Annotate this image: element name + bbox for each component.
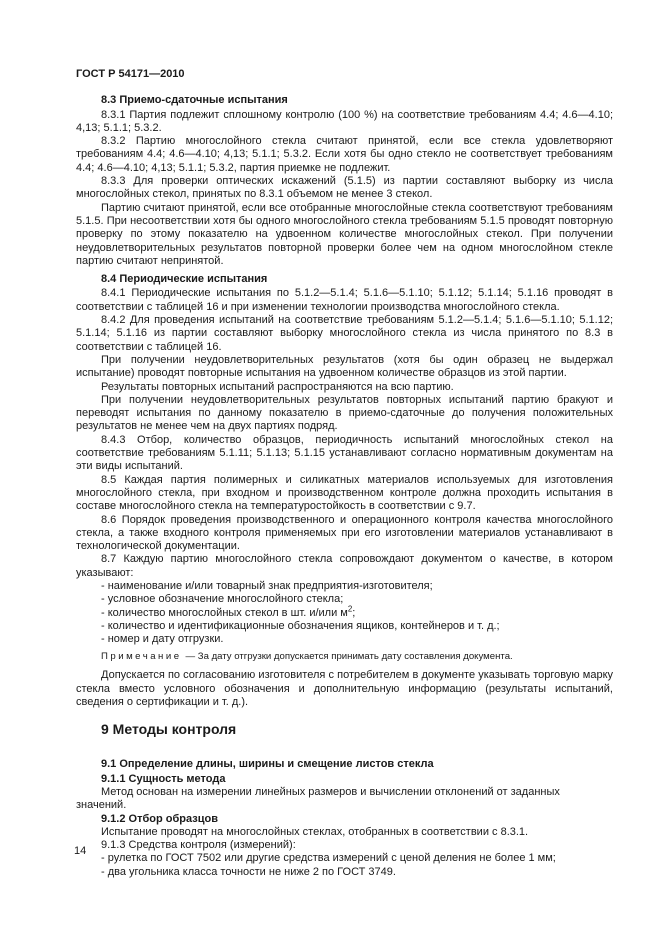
note — [76, 651, 613, 663]
quality-doc-item: - количество и идентификационные обозначения ящиков, контейнеров и т. д.; — [101, 619, 500, 632]
para-8-3-3: 8.3.3 Для проверки оптических искажений (5.1.5) из партии составляют выборку из числа многослойных стекол, принятых по 8.3.1 объемом не менее 3 стекол. — [76, 175, 613, 201]
section-8-4-heading: 8.4 Периодические испытания — [101, 273, 268, 286]
para-8-3-2: 8.3.2 Партию многослойного стекла считают принятой, если все стекла удовлетворяют требованиям 4.4; 4.6—4.10; 4,13; 5.1.1; 5.3.2. Если хотя бы одно стекло не соответствует требованиям 4.4; 4.6—4.10; 4,13; 5.1.1; 5.3.2, партия приемке не подлежит. — [76, 135, 613, 174]
item-text-tail: ; — [352, 606, 356, 619]
item-text: - количество многослойных стекол в шт. и/или м — [101, 606, 348, 619]
quality-doc-item: - условное обозначение многослойного стекла; — [101, 593, 344, 606]
note-text: — За дату отгрузки допускается принимать дату составления документа. — [185, 651, 513, 663]
para-9-1-1: Метод основан на измерении линейных размеров и вычислении отклонений от заданных значений. — [76, 785, 560, 812]
para-8-4-2: 8.4.2 Для проведения испытаний на соответствие требованиям 5.1.2—5.1.4; 5.1.6—5.1.10; 5.1.12; 5.1.14; 5.1.16 из партии составляют выборку многослойного стекла из числа принятого по 8.3 в соответствии с таблицей 16. — [76, 314, 613, 353]
para-9-1-3: 9.1.3 Средства контроля (измерений): — [101, 839, 296, 852]
para-8-4-3: 8.4.3 Отбор, количество образцов, периодичность испытаний многослойных стекол на соответствие требованиям 5.1.11; 5.1.13; 5.1.15 устанавливают согласно нормативным документам на эти виды испытаний. — [76, 433, 613, 473]
para-9-1-2: Испытание проводят на многослойных стеклах, отобранных в соответствии с 8.3.1. — [101, 825, 529, 838]
note-label: Примечание — [101, 651, 182, 663]
section-8-3-heading: 8.3 Приемо-сдаточные испытания — [101, 94, 288, 107]
section-9-1-1-heading: 9.1.1 Сущность метода — [101, 772, 226, 785]
superscript-2: 2 — [347, 603, 353, 613]
page-number: 14 — [74, 845, 87, 857]
para-8-6: 8.6 Порядок проведения производственного и операционного контроля качества многослойного стекла, а также входного контроля применяемых при его изготовлении материалов устанавливают в технологической документации. — [76, 513, 613, 553]
measuring-tool-item: - два угольника класса точности не ниже 2 по ГОСТ 3749. — [101, 865, 396, 878]
section-9-1-2-heading: 9.1.2 Отбор образцов — [101, 812, 218, 825]
para-8-7-closing: Допускается по согласованию изготовителя с потребителем в документе указывать торговую марку стекла вместо условного обозначения и дополнительную информацию (результаты испытаний, сведения о сертификации и т. д.). — [76, 669, 613, 709]
para-8-5: 8.5 Каждая партия полимерных и силикатных материалов используемых для изготовления многослойного стекла, при входном и производственном контроле должна проходить испытания в составе многослойного стекла на температуростойкость в соответствии с 9.7. — [76, 473, 613, 513]
document-number: ГОСТ Р 54171—2010 — [76, 68, 185, 80]
quality-doc-item — [76, 603, 613, 620]
para-8-4-1: 8.4.1 Периодические испытания по 5.1.2—5.1.4; 5.1.6—5.1.10; 5.1.12; 5.1.14; 5.1.16 проводят в соответствии с таблицей 16 и при изменении технологии производства многослойного стекла. — [76, 287, 613, 313]
para-8-3-3-cont: Партию считают принятой, если все отобранные многослойные стекла соответствуют требованиям 5.1.5. При несоответствии хотя бы одного многослойного стекла требованиям 5.1.5 проводят повторную проверку по этому показателю на удвоенном количестве многослойных стекол. При получении неудовлетворительных результатов повторной проверки более чем на одном многослойном стекле партию считают непринятой. — [76, 201, 613, 267]
measuring-tool-item: - рулетка по ГОСТ 7502 или другие средства измерений с ценой деления не более 1 мм; — [101, 852, 556, 865]
para-8-7: 8.7 Каждую партию многослойного стекла сопровождают документом о качестве, в котором указывают: — [76, 553, 613, 579]
para-8-4-2-cont-3: При получении неудовлетворительных результатов повторных испытаний партию бракуют и переводят испытания по данному показателю в приемо-сдаточные до получения положительных результатов не менее чем на двух партиях подряд. — [76, 393, 613, 433]
para-8-4-2-cont-2: Результаты повторных испытаний распространяются на всю партию. — [101, 380, 454, 393]
quality-doc-item: - наименование и/или товарный знак предприятия-изготовителя; — [101, 579, 433, 592]
para-8-3-1: 8.3.1 Партия подлежит сплошному контролю (100 %) на соответствие требованиям 4.4; 4.6—4.10; 4,13; 5.1.1; 5.3.2. — [76, 108, 613, 134]
section-9-1-heading: 9.1 Определение длины, ширины и смещение листов стекла — [101, 758, 434, 771]
section-9-heading: 9 Методы контроля — [101, 721, 237, 738]
para-8-4-2-cont-1: При получении неудовлетворительных результатов (хотя бы один образец не выдержал испытание) проводят повторные испытания на удвоенном количестве образцов из этой партии. — [76, 353, 613, 380]
quality-doc-item: - номер и дату отгрузки. — [101, 633, 224, 646]
